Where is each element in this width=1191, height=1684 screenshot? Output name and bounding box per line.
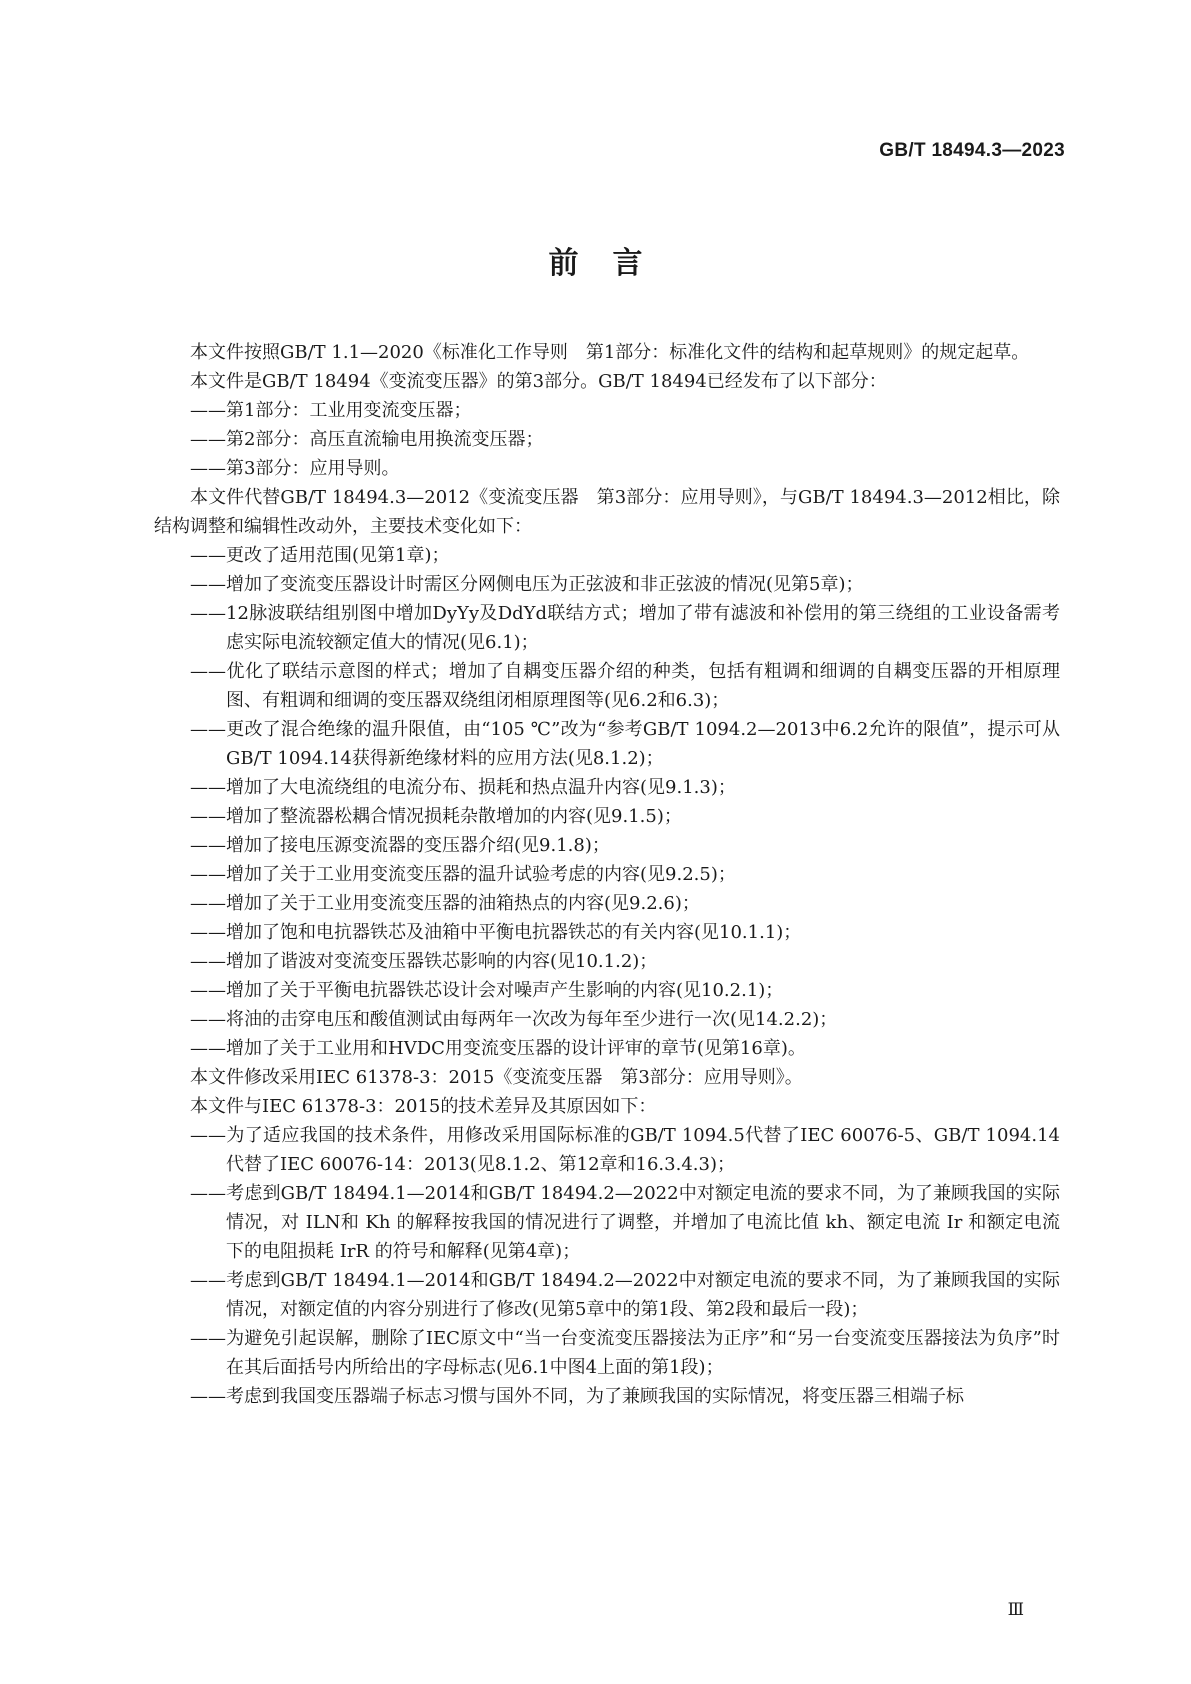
page-number: Ⅲ	[1007, 1600, 1024, 1620]
paragraph: 本文件代替GB/T 18494.3—2012《变流变压器 第3部分：应用导则》，与GB/T 18494.3—2012相比，除结构调整和编辑性改动外，主要技术变化如下：	[154, 487, 1060, 537]
list-item: ——第1部分：工业用变流变压器；	[190, 400, 472, 421]
list-item: ——增加了整流器松耦合情况损耗杂散增加的内容(见9.1.5)；	[190, 806, 682, 827]
list-item: ——增加了关于工业用变流变压器的温升试验考虑的内容(见9.2.5)；	[190, 864, 736, 885]
document-body	[154, 338, 1060, 1411]
list-item: ——增加了变流变压器设计时需区分网侧电压为正弦波和非正弦波的情况(见第5章)；	[190, 574, 864, 595]
paragraph: 本文件修改采用IEC 61378-3：2015《变流变压器 第3部分：应用导则》。	[190, 1067, 803, 1088]
paragraph: 本文件是GB/T 18494《变流变压器》的第3部分。GB/T 18494已经发布了以下部分：	[190, 371, 887, 392]
list-item: ——增加了饱和电抗器铁芯及油箱中平衡电抗器铁芯的有关内容(见10.1.1)；	[190, 922, 802, 943]
list-item: ——为避免引起误解，删除了IEC原文中“当一台变流变压器接法为正序”和“另一台变流变压器接法为负序”时在其后面括号内所给出的字母标志(见6.1中图4上面的第1段)；	[190, 1328, 1060, 1378]
list-item: ——第2部分：高压直流输电用换流变压器；	[190, 429, 544, 450]
page-title: 前言	[548, 246, 677, 281]
list-item: ——增加了接电压源变流器的变压器介绍(见9.1.8)；	[190, 835, 610, 856]
list-item: ——更改了适用范围(见第1章)；	[190, 545, 450, 566]
list-item: ——优化了联结示意图的样式；增加了自耦变压器介绍的种类，包括有粗调和细调的自耦变压器的开相原理图、有粗调和细调的变压器双绕组闭相原理图等(见6.2和6.3)；	[190, 661, 1060, 711]
list-item: ——增加了关于工业用和HVDC用变流变压器的设计评审的章节(见第16章)。	[190, 1038, 806, 1059]
list-item: ——考虑到我国变压器端子标志习惯与国外不同，为了兼顾我国的实际情况，将变压器三相端子标	[190, 1386, 964, 1407]
list-item: ——12脉波联结组别图中增加DyYy及DdYd联结方式；增加了带有滤波和补偿用的第三绕组的工业设备需考虑实际电流较额定值大的情况(见6.1)；	[190, 603, 1060, 653]
list-item: ——考虑到GB/T 18494.1—2014和GB/T 18494.2—2022中对额定电流的要求不同，为了兼顾我国的实际情况，对 ILN和 Kh 的解释按我国的情况进行了调整，并增加了电流比值 kh、额定电流 Ir 和额定电流下的电阻损耗 IrR 的符号和解释(见第4章)；	[190, 1183, 1060, 1262]
list-item: ——增加了大电流绕组的电流分布、损耗和热点温升内容(见9.1.3)；	[190, 777, 736, 798]
list-item: ——第3部分：应用导则。	[190, 458, 400, 479]
list-item: ——更改了混合绝缘的温升限值，由“105 ℃”改为“参考GB/T 1094.2—2013中6.2允许的限值”，提示可从GB/T 1094.14获得新绝缘材料的应用方法(见8.1.2)；	[190, 719, 1060, 769]
list-item: ——增加了谐波对变流变压器铁芯影响的内容(见10.1.2)；	[190, 951, 658, 972]
list-item: ——增加了关于工业用变流变压器的油箱热点的内容(见9.2.6)；	[190, 893, 700, 914]
list-item: ——将油的击穿电压和酸值测试由每两年一次改为每年至少进行一次(见14.2.2)；	[190, 1009, 838, 1030]
list-item: ——为了适应我国的技术条件，用修改采用国际标准的GB/T 1094.5代替了IEC 60076-5、GB/T 1094.14代替了IEC 60076-14：2013(见8.1.2、第12章和16.3.4.3)；	[190, 1125, 1060, 1175]
paragraph: 本文件按照GB/T 1.1—2020《标准化工作导则 第1部分：标准化文件的结构和起草规则》的规定起草。	[190, 342, 1030, 363]
standard-code: GB/T 18494.3—2023	[879, 140, 1065, 161]
list-item: ——增加了关于平衡电抗器铁芯设计会对噪声产生影响的内容(见10.2.1)；	[190, 980, 784, 1001]
paragraph: 本文件与IEC 61378-3：2015的技术差异及其原因如下：	[190, 1096, 657, 1117]
list-item: ——考虑到GB/T 18494.1—2014和GB/T 18494.2—2022中对额定电流的要求不同，为了兼顾我国的实际情况，对额定值的内容分别进行了修改(见第5章中的第1段、第2段和最后一段)；	[190, 1270, 1060, 1320]
